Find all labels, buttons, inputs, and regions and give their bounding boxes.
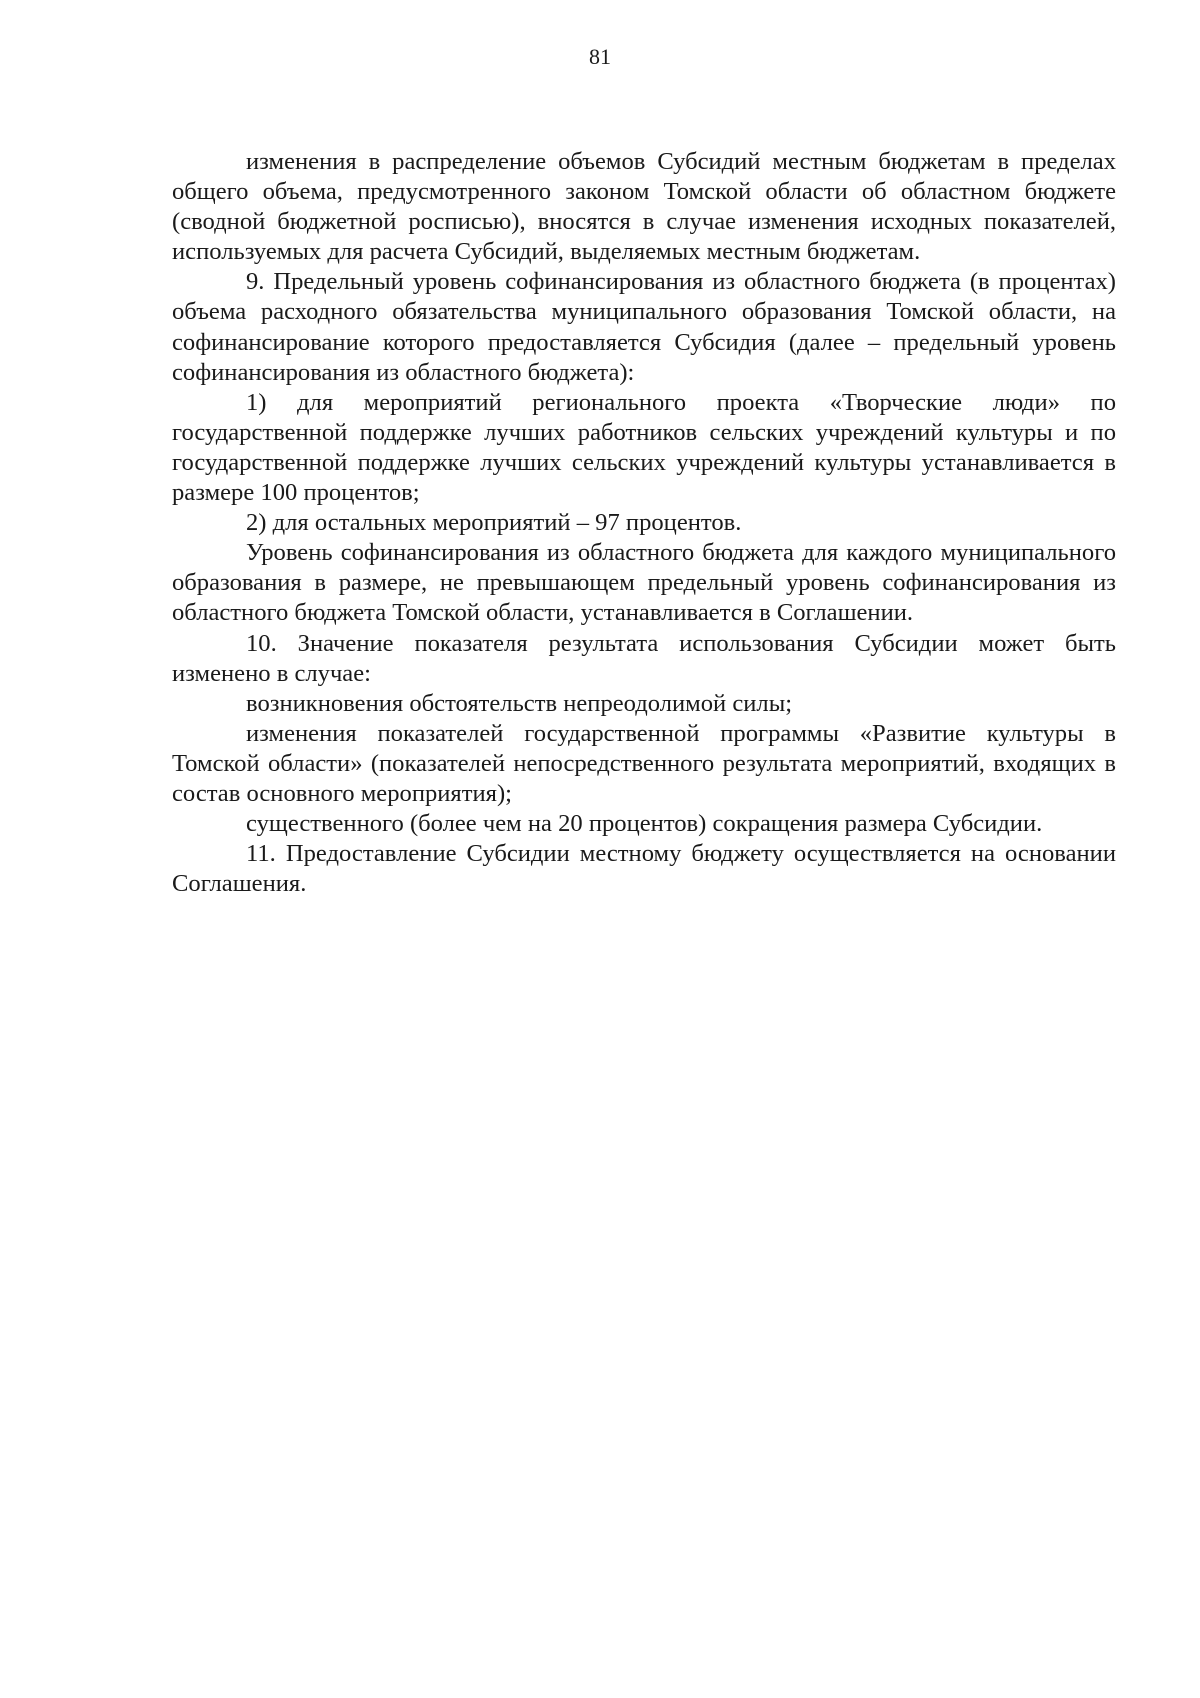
paragraph-subsidy-changes: изменения в распределение объемов Субсидий местным бюджетам в пределах общего объема, предусмотренного законом Томской области об областном бюджете (сводной бюджетной росписью), вносятся в случае изменения исходных показателей, используемых для расчета Субсидий, выделяемых местным бюджетам. [172,148,1116,266]
document-body [172,147,1116,899]
paragraph-10-force-majeure: возникновения обстоятельств непреодолимой силы; [246,689,793,717]
paragraph-9-item-2: 2) для остальных мероприятий – 97 процентов. [246,509,742,537]
paragraph-9-cofinancing-limit: 9. Предельный уровень софинансирования из областного бюджета (в процентах) объема расходного обязательства муниципального образования Томской области, на софинансирование которого предоставляется Субсидия (далее – предельный уровень софинансирования из областного бюджета): [172,268,1116,386]
paragraph-11-provision: 11. Предоставление Субсидии местному бюджету осуществляется на основании Соглашения. [172,840,1116,898]
paragraph-10-program-change: изменения показателей государственной программы «Развитие культуры в Томской области» (показателей непосредственного результата мероприятий, входящих в состав основного мероприятия); [172,719,1116,807]
page-number: 81 [589,44,611,69]
paragraph-10-subsidy-reduction: существенного (более чем на 20 процентов) сокращения размера Субсидии. [246,810,1043,838]
paragraph-10-indicator-change: 10. Значение показателя результата использования Субсидии может быть изменено в случае: [172,629,1116,687]
paragraph-9-item-1: 1) для мероприятий регионального проекта «Творческие люди» по государственной поддержке лучших работников сельских учреждений культуры и по государственной поддержке лучших сельских учреждений культуры устанавливается в размере 100 процентов; [172,388,1116,507]
paragraph-cofinancing-level: Уровень софинансирования из областного бюджета для каждого муниципального образования в размере, не превышающем предельный уровень софинансирования из областного бюджета Томской области, устанавливается в Соглашении. [172,539,1116,627]
